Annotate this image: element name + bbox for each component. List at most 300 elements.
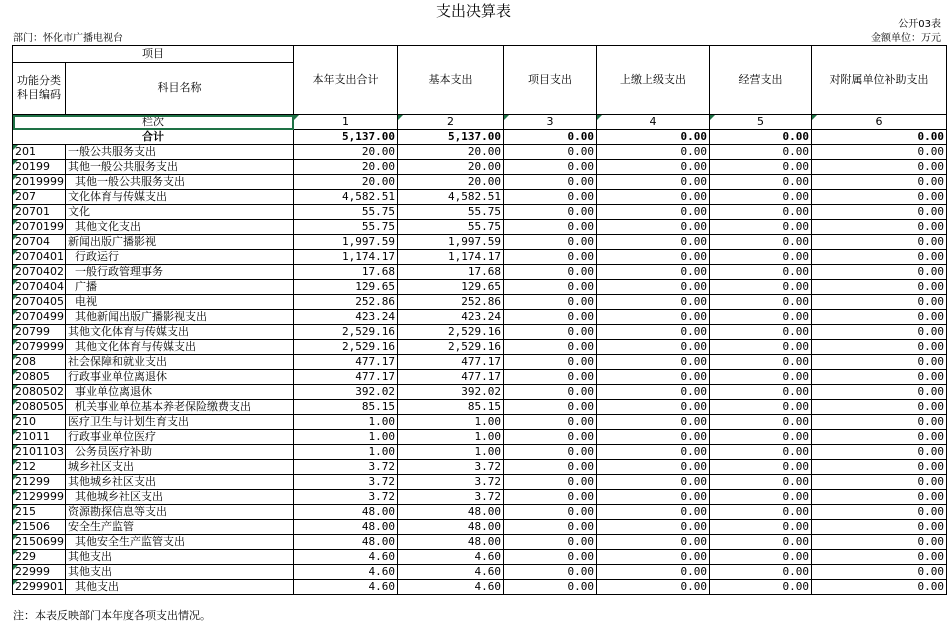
subject-name-cell[interactable]: 其他文化支出 [66,220,294,235]
subject-code-cell[interactable]: 2080502 [13,385,66,400]
subject-code-cell[interactable]: 20704 [13,235,66,250]
table-row [13,445,947,460]
table-row [13,460,947,475]
table-row [13,340,947,355]
table-row [13,280,947,295]
amount-cell[interactable]: 0.00 [812,370,947,385]
amount-cell[interactable]: 0.00 [710,265,812,280]
table-row [13,400,947,415]
amount-cell[interactable]: 20.00 [294,145,398,160]
department-label: 部门：怀化市广播电视台 [13,33,123,44]
col-header-total[interactable]: 本年支出合计 [294,46,398,115]
amount-cell[interactable]: 20.00 [398,160,504,175]
amount-cell[interactable]: 0.00 [710,535,812,550]
amount-cell[interactable]: 0.00 [504,445,597,460]
subject-name-cell[interactable]: 一般行政管理事务 [66,265,294,280]
amount-cell[interactable]: 0.00 [597,505,710,520]
subject-name-cell[interactable]: 其他文化体育与传媒支出 [66,340,294,355]
subject-name-cell[interactable]: 其他文化体育与传媒支出 [66,325,294,340]
item-group-header[interactable]: 项目 [13,46,294,63]
amount-cell[interactable]: 3.72 [398,490,504,505]
form-number: 公开03表 [898,19,941,30]
subject-name-cell[interactable]: 其他支出 [66,580,294,595]
column-index-4[interactable]: 4 [597,115,710,130]
amount-cell[interactable]: 0.00 [812,160,947,175]
amount-cell[interactable]: 0.00 [597,190,710,205]
subject-name-cell[interactable]: 其他安全生产监管支出 [66,535,294,550]
amount-cell[interactable]: 0.00 [812,280,947,295]
subject-name-cell[interactable]: 事业单位离退休 [66,385,294,400]
amount-cell[interactable]: 0.00 [710,160,812,175]
amount-cell[interactable]: 0.00 [597,175,710,190]
amount-cell[interactable]: 0.00 [504,160,597,175]
amount-cell[interactable]: 0.00 [597,265,710,280]
table-row [13,355,947,370]
table-row [13,520,947,535]
amount-cell[interactable]: 2,529.16 [294,325,398,340]
table-row [13,235,947,250]
amount-cell[interactable]: 0.00 [597,295,710,310]
amount-cell[interactable]: 0.00 [710,445,812,460]
subject-code-cell[interactable]: 201 [13,145,66,160]
table-row [13,490,947,505]
amount-cell[interactable]: 0.00 [710,280,812,295]
amount-cell[interactable]: 423.24 [398,310,504,325]
table-row [13,505,947,520]
amount-cell[interactable]: 4,582.51 [398,190,504,205]
amount-cell[interactable]: 0.00 [710,235,812,250]
amount-cell[interactable]: 0.00 [812,550,947,565]
amount-cell[interactable]: 0.00 [597,490,710,505]
amount-cell[interactable]: 0.00 [597,205,710,220]
amount-cell[interactable]: 0.00 [504,550,597,565]
column-index-3[interactable]: 3 [504,115,597,130]
amount-cell[interactable]: 2,529.16 [398,340,504,355]
amount-cell[interactable]: 20.00 [294,175,398,190]
table-row [13,175,947,190]
amount-cell[interactable]: 0.00 [812,250,947,265]
subject-name-cell[interactable]: 广播 [66,280,294,295]
table-row [13,325,947,340]
amount-cell[interactable]: 0.00 [812,565,947,580]
amount-cell[interactable]: 0.00 [504,220,597,235]
amount-cell[interactable]: 4.60 [398,550,504,565]
amount-cell[interactable]: 0.00 [710,250,812,265]
amount-cell[interactable]: 0.00 [812,430,947,445]
amount-cell[interactable]: 0.00 [504,400,597,415]
amount-cell[interactable]: 1.00 [294,445,398,460]
subject-code-cell[interactable]: 2080505 [13,400,66,415]
amount-cell[interactable]: 423.24 [294,310,398,325]
amount-cell[interactable]: 0.00 [710,145,812,160]
amount-cell[interactable]: 0.00 [710,430,812,445]
amount-cell[interactable]: 0.00 [812,175,947,190]
amount-cell[interactable]: 0.00 [597,430,710,445]
amount-cell[interactable]: 4,582.51 [294,190,398,205]
amount-cell[interactable]: 3.72 [294,490,398,505]
amount-cell[interactable]: 0.00 [597,220,710,235]
amount-cell[interactable]: 129.65 [398,280,504,295]
amount-cell[interactable]: 0.00 [597,370,710,385]
amount-cell[interactable]: 2,529.16 [398,325,504,340]
amount-cell[interactable]: 0.00 [812,220,947,235]
amount-cell[interactable]: 4.60 [294,550,398,565]
amount-cell[interactable]: 0.00 [504,565,597,580]
amount-cell[interactable]: 0.00 [812,445,947,460]
table-row [13,475,947,490]
amount-cell[interactable]: 0.00 [597,280,710,295]
col-header-operating[interactable]: 经营支出 [710,46,812,115]
amount-cell[interactable]: 0.00 [597,550,710,565]
subject-code-cell[interactable]: 20805 [13,370,66,385]
amount-cell[interactable]: 17.68 [294,265,398,280]
amount-cell[interactable]: 0.00 [812,355,947,370]
table-row [13,430,947,445]
amount-cell[interactable]: 2,529.16 [294,340,398,355]
col-header-remit-upper[interactable]: 上缴上级支出 [597,46,710,115]
amount-cell[interactable]: 0.00 [812,490,947,505]
amount-cell[interactable]: 0.00 [597,520,710,535]
amount-cell[interactable]: 0.00 [812,145,947,160]
table-row [13,415,947,430]
amount-cell[interactable]: 0.00 [710,400,812,415]
amount-cell[interactable]: 0.00 [710,415,812,430]
amount-cell[interactable]: 392.02 [294,385,398,400]
amount-cell[interactable]: 0.00 [504,175,597,190]
subject-name-cell[interactable]: 其他新闻出版广播影视支出 [66,310,294,325]
subject-code-cell[interactable]: 20799 [13,325,66,340]
amount-cell[interactable]: 55.75 [294,205,398,220]
amount-cell[interactable]: 0.00 [597,400,710,415]
amount-cell[interactable]: 0.00 [710,520,812,535]
amount-cell[interactable]: 0.00 [710,475,812,490]
subject-name-cell[interactable]: 新闻出版广播影视 [66,235,294,250]
subject-name-cell[interactable]: 行政事业单位医疗 [66,430,294,445]
amount-cell[interactable]: 3.72 [294,475,398,490]
amount-cell[interactable]: 0.00 [504,415,597,430]
amount-cell[interactable]: 0.00 [597,445,710,460]
total-row [13,130,947,145]
column-index-label[interactable]: 栏次 [13,115,294,130]
amount-cell[interactable]: 252.86 [294,295,398,310]
subject-name-cell[interactable]: 其他支出 [66,550,294,565]
amount-cell[interactable]: 0.00 [504,190,597,205]
amount-cell[interactable]: 0.00 [710,505,812,520]
subject-name-cell[interactable]: 公务员医疗补助 [66,445,294,460]
col-header-subsidy[interactable]: 对附属单位补助支出 [812,46,947,115]
amount-cell[interactable]: 0.00 [597,340,710,355]
subject-code-cell[interactable]: 2070401 [13,250,66,265]
amount-cell[interactable]: 85.15 [398,400,504,415]
subject-code-cell[interactable]: 2070402 [13,265,66,280]
subject-name-cell[interactable]: 电视 [66,295,294,310]
amount-cell[interactable]: 0.00 [812,205,947,220]
amount-cell[interactable]: 0.00 [597,385,710,400]
amount-cell[interactable]: 0.00 [812,415,947,430]
amount-cell[interactable]: 0.00 [597,250,710,265]
total-cell[interactable]: 5,137.00 [398,130,504,145]
amount-cell[interactable]: 0.00 [597,160,710,175]
amount-cell[interactable]: 0.00 [710,295,812,310]
amount-cell[interactable]: 0.00 [812,475,947,490]
amount-cell[interactable]: 85.15 [294,400,398,415]
amount-cell[interactable]: 0.00 [710,340,812,355]
amount-cell[interactable]: 3.72 [294,460,398,475]
amount-cell[interactable]: 48.00 [294,535,398,550]
subject-code-cell[interactable]: 229 [13,550,66,565]
total-label[interactable]: 合计 [13,130,294,145]
column-index-5[interactable]: 5 [710,115,812,130]
amount-cell[interactable]: 1.00 [398,430,504,445]
subject-name-cell[interactable]: 机关事业单位基本养老保险缴费支出 [66,400,294,415]
amount-cell[interactable]: 0.00 [504,310,597,325]
subject-code-cell[interactable]: 2129999 [13,490,66,505]
subject-code-cell[interactable]: 2070405 [13,295,66,310]
amount-cell[interactable]: 55.75 [294,220,398,235]
footnote: 注：本表反映部门本年度各项支出情况。 [13,609,211,622]
amount-cell[interactable]: 0.00 [812,520,947,535]
subject-name-cell[interactable]: 其他支出 [66,565,294,580]
amount-cell[interactable]: 0.00 [812,505,947,520]
subject-code-cell[interactable]: 215 [13,505,66,520]
amount-cell[interactable]: 0.00 [504,520,597,535]
subject-name-cell[interactable]: 文化 [66,205,294,220]
amount-cell[interactable]: 20.00 [398,175,504,190]
amount-cell[interactable]: 0.00 [710,565,812,580]
amount-cell[interactable]: 0.00 [504,340,597,355]
subject-code-cell[interactable]: 21506 [13,520,66,535]
amount-cell[interactable]: 0.00 [812,340,947,355]
total-cell[interactable]: 0.00 [812,130,947,145]
subject-code-cell[interactable]: 2079999 [13,340,66,355]
amount-cell[interactable]: 4.60 [294,580,398,595]
subject-code-cell[interactable]: 210 [13,415,66,430]
amount-cell[interactable]: 17.68 [398,265,504,280]
amount-cell[interactable]: 4.60 [398,565,504,580]
subject-code-cell[interactable]: 212 [13,460,66,475]
table-row [13,190,947,205]
amount-cell[interactable]: 0.00 [710,385,812,400]
subject-name-cell[interactable]: 其他城乡社区支出 [66,490,294,505]
amount-cell[interactable]: 0.00 [504,505,597,520]
amount-cell[interactable]: 477.17 [294,355,398,370]
amount-cell[interactable]: 0.00 [597,580,710,595]
amount-cell[interactable]: 0.00 [812,385,947,400]
subject-name-cell[interactable]: 一般公共服务支出 [66,145,294,160]
table-row [13,310,947,325]
amount-cell[interactable]: 0.00 [597,145,710,160]
col-header-project[interactable]: 项目支出 [504,46,597,115]
amount-cell[interactable]: 0.00 [812,325,947,340]
subject-code-cell[interactable]: 20701 [13,205,66,220]
amount-cell[interactable]: 0.00 [504,355,597,370]
amount-cell[interactable]: 48.00 [398,520,504,535]
amount-cell[interactable]: 477.17 [398,370,504,385]
subject-code-cell[interactable]: 21011 [13,430,66,445]
amount-cell[interactable]: 0.00 [597,535,710,550]
amount-cell[interactable]: 0.00 [504,535,597,550]
amount-cell[interactable]: 0.00 [710,460,812,475]
amount-cell[interactable]: 0.00 [597,310,710,325]
amount-cell[interactable]: 4.60 [294,565,398,580]
subject-name-cell[interactable]: 医疗卫生与计划生育支出 [66,415,294,430]
amount-cell[interactable]: 3.72 [398,475,504,490]
subject-code-cell[interactable]: 208 [13,355,66,370]
subject-name-cell[interactable]: 资源勘探信息等支出 [66,505,294,520]
amount-cell[interactable]: 0.00 [710,580,812,595]
table-row [13,145,947,160]
subject-name-cell[interactable]: 社会保障和就业支出 [66,355,294,370]
subject-code-cell[interactable]: 22999 [13,565,66,580]
amount-cell[interactable]: 0.00 [812,400,947,415]
amount-cell[interactable]: 0.00 [504,205,597,220]
subject-name-cell[interactable]: 其他一般公共服务支出 [66,160,294,175]
subject-code-cell[interactable]: 21299 [13,475,66,490]
amount-cell[interactable]: 55.75 [398,220,504,235]
amount-cell[interactable]: 0.00 [812,235,947,250]
amount-cell[interactable]: 20.00 [398,145,504,160]
subject-code-cell[interactable]: 2070199 [13,220,66,235]
amount-cell[interactable]: 0.00 [812,580,947,595]
total-cell[interactable]: 0.00 [710,130,812,145]
amount-cell[interactable]: 252.86 [398,295,504,310]
amount-cell[interactable]: 0.00 [710,310,812,325]
table-row [13,385,947,400]
table-row [13,565,947,580]
subject-name-cell[interactable]: 行政事业单位离退休 [66,370,294,385]
amount-cell[interactable]: 1,174.17 [294,250,398,265]
amount-cell[interactable]: 55.75 [398,205,504,220]
amount-cell[interactable]: 0.00 [597,565,710,580]
amount-cell[interactable]: 1.00 [294,430,398,445]
amount-cell[interactable]: 1.00 [294,415,398,430]
subject-name-cell[interactable]: 城乡社区支出 [66,460,294,475]
amount-cell[interactable]: 48.00 [398,535,504,550]
table-row [13,250,947,265]
amount-cell[interactable]: 0.00 [504,460,597,475]
report-title: 支出决算表 [435,2,511,20]
subject-name-cell[interactable]: 其他一般公共服务支出 [66,175,294,190]
amount-cell[interactable]: 48.00 [398,505,504,520]
amount-cell[interactable]: 0.00 [597,325,710,340]
subject-name-cell[interactable]: 其他城乡社区支出 [66,475,294,490]
amount-cell[interactable]: 1,174.17 [398,250,504,265]
amount-cell[interactable]: 3.72 [398,460,504,475]
amount-cell[interactable]: 0.00 [710,490,812,505]
amount-cell[interactable]: 477.17 [398,355,504,370]
amount-cell[interactable]: 0.00 [504,145,597,160]
amount-cell[interactable]: 1.00 [398,415,504,430]
amount-cell[interactable]: 48.00 [294,520,398,535]
amount-cell[interactable]: 1,997.59 [398,235,504,250]
amount-cell[interactable]: 1.00 [398,445,504,460]
column-index-2[interactable]: 2 [398,115,504,130]
amount-cell[interactable]: 0.00 [504,235,597,250]
amount-cell[interactable]: 0.00 [597,475,710,490]
amount-cell[interactable]: 0.00 [812,265,947,280]
amount-cell[interactable]: 0.00 [812,295,947,310]
subject-code-cell[interactable]: 2019999 [13,175,66,190]
unit-label: 金额单位：万元 [871,33,941,44]
amount-cell[interactable]: 0.00 [504,295,597,310]
subject-name-cell[interactable]: 文化体育与传媒支出 [66,190,294,205]
expenditure-table [12,45,947,595]
total-cell[interactable]: 5,137.00 [294,130,398,145]
subject-code-cell[interactable]: 2070499 [13,310,66,325]
amount-cell[interactable]: 0.00 [504,385,597,400]
amount-cell[interactable]: 0.00 [812,190,947,205]
amount-cell[interactable]: 0.00 [504,325,597,340]
table-row [13,550,947,565]
amount-cell[interactable]: 0.00 [710,550,812,565]
amount-cell[interactable]: 0.00 [504,490,597,505]
amount-cell[interactable]: 129.65 [294,280,398,295]
amount-cell[interactable]: 477.17 [294,370,398,385]
amount-cell[interactable]: 0.00 [597,415,710,430]
column-index-1[interactable]: 1 [294,115,398,130]
amount-cell[interactable]: 0.00 [710,370,812,385]
amount-cell[interactable]: 0.00 [812,460,947,475]
total-cell[interactable]: 0.00 [504,130,597,145]
amount-cell[interactable]: 0.00 [504,280,597,295]
table-row [13,295,947,310]
column-index-6[interactable]: 6 [812,115,947,130]
subject-code-cell[interactable]: 2299901 [13,580,66,595]
table-row [13,160,947,175]
name-column-header[interactable]: 科目名称 [66,62,294,114]
total-cell[interactable]: 0.00 [597,130,710,145]
amount-cell[interactable]: 0.00 [504,430,597,445]
amount-cell[interactable]: 0.00 [710,220,812,235]
subject-name-cell[interactable]: 行政运行 [66,250,294,265]
amount-cell[interactable]: 392.02 [398,385,504,400]
amount-cell[interactable]: 0.00 [597,460,710,475]
amount-cell[interactable]: 0.00 [504,475,597,490]
amount-cell[interactable]: 0.00 [504,250,597,265]
subject-code-cell[interactable]: 2150699 [13,535,66,550]
subject-code-cell[interactable]: 2070404 [13,280,66,295]
amount-cell[interactable]: 0.00 [812,535,947,550]
amount-cell[interactable]: 0.00 [504,265,597,280]
amount-cell[interactable]: 1,997.59 [294,235,398,250]
amount-cell[interactable]: 0.00 [812,310,947,325]
amount-cell[interactable]: 0.00 [710,355,812,370]
amount-cell[interactable]: 20.00 [294,160,398,175]
amount-cell[interactable]: 0.00 [710,190,812,205]
table-row [13,205,947,220]
table-row [13,580,947,595]
amount-cell[interactable]: 0.00 [710,205,812,220]
subject-name-cell[interactable]: 安全生产监管 [66,520,294,535]
subject-code-cell[interactable]: 2101103 [13,445,66,460]
table-row [13,535,947,550]
amount-cell[interactable]: 4.60 [398,580,504,595]
amount-cell[interactable]: 0.00 [504,580,597,595]
amount-cell[interactable]: 0.00 [597,355,710,370]
code-column-header[interactable]: 功能分类 科目编码 [13,62,66,114]
table-row [13,220,947,235]
subject-code-cell[interactable]: 20199 [13,160,66,175]
amount-cell[interactable]: 0.00 [710,175,812,190]
col-header-basic[interactable]: 基本支出 [398,46,504,115]
amount-cell[interactable]: 0.00 [710,325,812,340]
subject-code-cell[interactable]: 207 [13,190,66,205]
table-row [13,265,947,280]
amount-cell[interactable]: 48.00 [294,505,398,520]
amount-cell[interactable]: 0.00 [597,235,710,250]
table-row [13,370,947,385]
amount-cell[interactable]: 0.00 [504,370,597,385]
